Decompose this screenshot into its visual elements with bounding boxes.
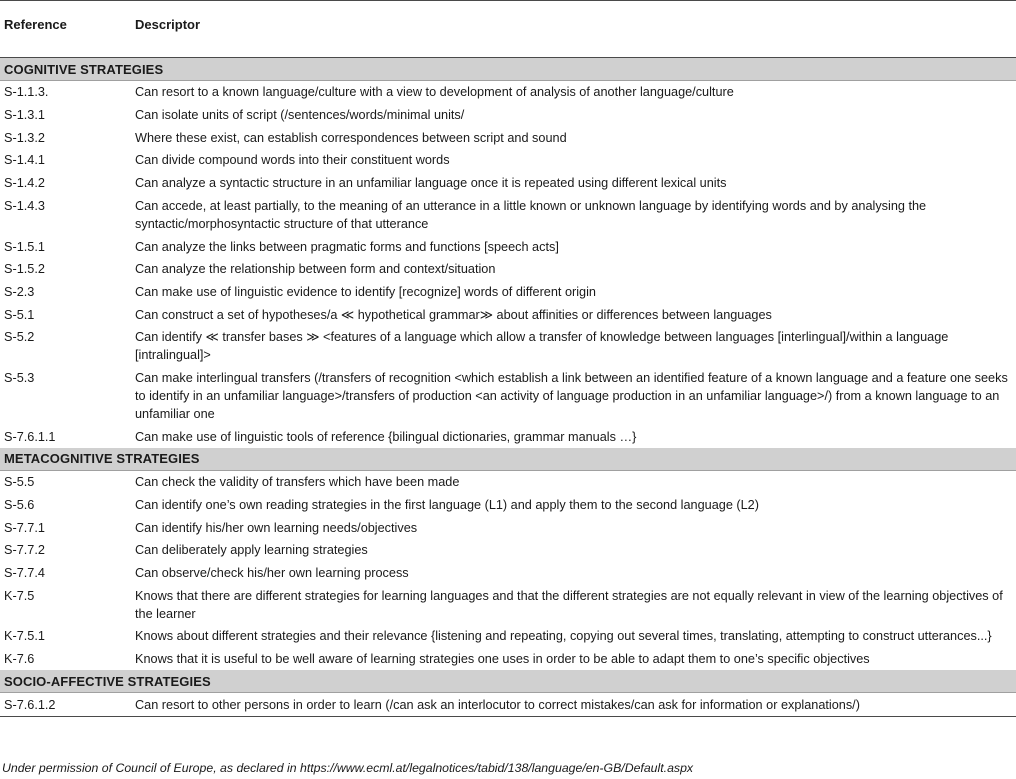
reference-cell: S-1.5.1 xyxy=(4,239,45,254)
reference-cell: S-5.6 xyxy=(4,498,35,513)
reference-cell: S-5.2 xyxy=(4,330,35,345)
descriptor-cell: Can make interlingual transfers (/transfers of recognition <which establish a link between an identified feature of a known language and a feature one seeks to identify in an unfamiliar language>/transfers of production <an activity of language production in an unfamiliar language>/) from a known language to an unfamiliar one xyxy=(135,370,1008,421)
table-row xyxy=(0,104,1016,127)
table-row xyxy=(0,516,1016,539)
section-title: METACOGNITIVE STRATEGIES xyxy=(0,448,1016,471)
table-body xyxy=(0,58,1016,717)
section-header-row xyxy=(0,670,1016,693)
header-descriptor: Descriptor xyxy=(132,1,1016,58)
descriptor-cell: Can isolate units of script (/sentences/words/minimal units/ xyxy=(135,108,465,123)
descriptor-cell: Knows that it is useful to be well aware of learning strategies one uses in order to be able to adapt them to one’s specific objectives xyxy=(135,652,870,667)
table-row xyxy=(0,172,1016,195)
reference-cell: S-7.7.2 xyxy=(4,543,45,558)
reference-cell: S-1.4.2 xyxy=(4,176,45,191)
table-row xyxy=(0,693,1016,717)
reference-cell: S-7.6.1.2 xyxy=(0,693,132,717)
descriptor-cell: Can check the validity of transfers which have been made xyxy=(135,475,460,490)
table-row xyxy=(0,149,1016,172)
reference-cell: S-5.5 xyxy=(4,475,35,490)
descriptor-cell: Can observe/check his/her own learning process xyxy=(135,566,409,581)
section-header-row xyxy=(0,448,1016,471)
reference-cell: K-7.5 xyxy=(4,588,35,603)
descriptor-cell: Can divide compound words into their constituent words xyxy=(135,153,450,168)
table-row xyxy=(0,562,1016,585)
reference-cell: K-7.5.1 xyxy=(4,629,45,644)
table-row xyxy=(0,470,1016,493)
table-row xyxy=(0,326,1016,367)
table-row xyxy=(0,258,1016,281)
table-row xyxy=(0,539,1016,562)
reference-cell: S-2.3 xyxy=(4,284,35,299)
reference-cell: K-7.6 xyxy=(4,652,35,667)
descriptor-cell: Knows about different strategies and their relevance {listening and repeating, copying out several times, translating, attempting to construct utterances...} xyxy=(135,629,992,644)
descriptor-cell: Can identify his/her own learning needs/objectives xyxy=(135,520,418,535)
descriptor-cell: Where these exist, can establish correspondences between script and sound xyxy=(135,130,567,145)
table-row xyxy=(0,648,1016,671)
section-title: COGNITIVE STRATEGIES xyxy=(0,58,1016,81)
descriptor-cell: Can resort to a known language/culture with a view to development of analysis of another language/culture xyxy=(135,85,734,100)
reference-cell: S-5.3 xyxy=(4,370,35,385)
descriptor-cell: Can analyze a syntactic structure in an unfamiliar language once it is repeated using different lexical units xyxy=(135,176,727,191)
descriptor-cell: Can identify ≪ transfer bases ≫ <features of a language which allow a transfer of knowledge between languages [interlingual]/within a language [intralingual]> xyxy=(135,330,949,363)
table-row xyxy=(0,367,1016,426)
reference-cell: S-1.3.2 xyxy=(4,130,45,145)
reference-cell: S-1.4.3 xyxy=(4,198,45,213)
descriptor-cell: Can deliberately apply learning strategies xyxy=(135,543,368,558)
table-header xyxy=(0,1,1016,58)
descriptor-cell: Can make use of linguistic evidence to identify [recognize] words of different origin xyxy=(135,284,596,299)
descriptor-cell: Can construct a set of hypotheses/a ≪ hypothetical grammar≫ about affinities or differences between languages xyxy=(135,307,772,322)
reference-cell: S-7.7.4 xyxy=(4,566,45,581)
reference-cell: S-1.5.2 xyxy=(4,262,45,277)
descriptor-cell: Can resort to other persons in order to learn (/can ask an interlocutor to correct mistakes/can ask for information or explanations/) xyxy=(132,693,1016,717)
reference-cell: S-1.1.3. xyxy=(4,85,49,100)
table-row xyxy=(0,235,1016,258)
header-reference: Reference xyxy=(0,1,132,58)
table-row xyxy=(0,494,1016,517)
reference-cell: S-7.6.1.1 xyxy=(4,429,56,444)
header-row xyxy=(0,1,1016,58)
descriptor-cell: Can analyze the links between pragmatic forms and functions [speech acts] xyxy=(135,239,559,254)
table-row xyxy=(0,81,1016,104)
descriptor-cell: Can accede, at least partially, to the meaning of an utterance in a little known or unknown language by identifying words and by analysing the syntactic/morphosyntactic structure of that utterance xyxy=(135,198,927,231)
table-row xyxy=(0,625,1016,648)
footnote: Under permission of Council of Europe, as declared in https://www.ecml.at/legalnotices/tabid/138/language/en-GB/Default.aspx xyxy=(2,761,694,775)
table-row xyxy=(0,194,1016,235)
table-row xyxy=(0,425,1016,448)
descriptor-cell: Knows that there are different strategies for learning languages and that the different strategies are not equally relevant in view of the learning objectives of the learner xyxy=(135,588,1003,621)
table-row xyxy=(0,281,1016,304)
reference-cell: S-1.3.1 xyxy=(4,108,45,123)
reference-cell: S-1.4.1 xyxy=(4,153,45,168)
reference-cell: S-7.7.1 xyxy=(4,520,45,535)
descriptor-cell: Can make use of linguistic tools of reference {bilingual dictionaries, grammar manuals …} xyxy=(135,429,637,444)
descriptor-cell: Can analyze the relationship between form and context/situation xyxy=(135,262,496,277)
section-title: SOCIO-AFFECTIVE STRATEGIES xyxy=(0,670,1016,693)
reference-cell: S-5.1 xyxy=(4,307,35,322)
table-row xyxy=(0,126,1016,149)
descriptor-cell: Can identify one’s own reading strategies in the first language (L1) and apply them to the second language (L2) xyxy=(135,498,759,513)
section-header-row xyxy=(0,58,1016,81)
table-row xyxy=(0,303,1016,326)
table-row xyxy=(0,584,1016,625)
